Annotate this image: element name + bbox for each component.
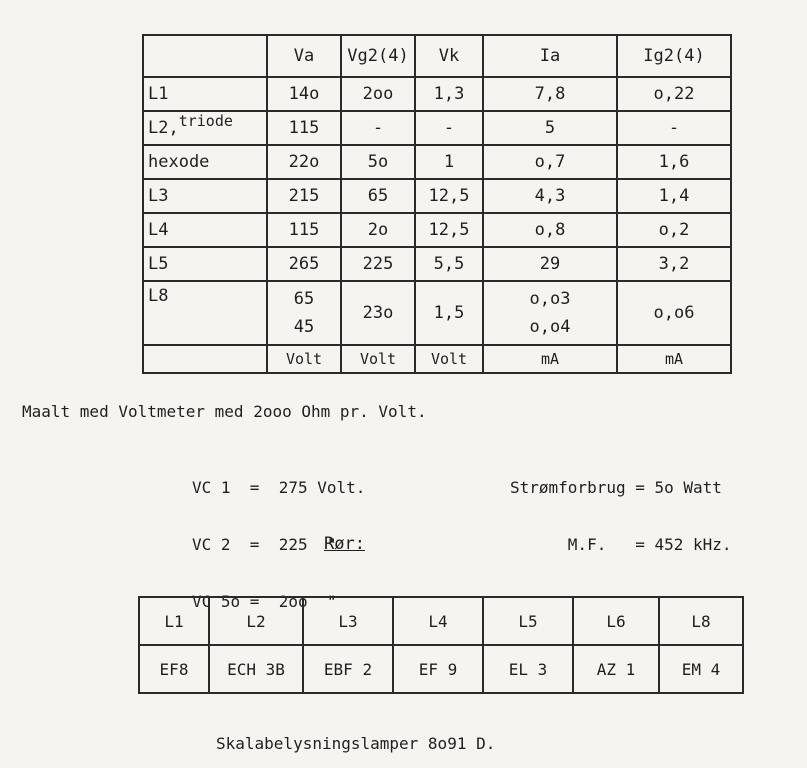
cell-vg2: 2oo [341, 77, 415, 111]
cell-ig2: 1,4 [617, 179, 731, 213]
tube-type: EBF 2 [303, 645, 393, 693]
table-row [143, 213, 731, 247]
tube-position: L1 [139, 597, 209, 645]
row-label: L4 [143, 213, 267, 247]
measurement-table [142, 34, 732, 374]
cell-ig2: o,22 [617, 77, 731, 111]
header-vk: Vk [415, 35, 483, 77]
units-row [143, 345, 731, 373]
cell-ia: o,8 [483, 213, 617, 247]
cell-vg2: 2o [341, 213, 415, 247]
cell-ig2: o,o6 [617, 281, 731, 345]
row-label: L1 [143, 77, 267, 111]
row-label-main: L2, [148, 118, 179, 138]
measurement-note: Maalt med Voltmeter med 2ooo Ohm pr. Volt. [22, 402, 427, 421]
cell-ia: 5 [483, 111, 617, 145]
row-label: hexode [143, 145, 267, 179]
cell-ig2: 1,6 [617, 145, 731, 179]
tube-type: EF8 [139, 645, 209, 693]
if-frequency: M.F. = 452 kHz. [510, 535, 732, 554]
header-va: Va [267, 35, 341, 77]
unit-cell: Volt [341, 345, 415, 373]
table-row [143, 281, 731, 345]
table-row [143, 247, 731, 281]
cell-va-line: 65 [293, 289, 315, 309]
row-label: L3 [143, 179, 267, 213]
table-row [143, 111, 731, 145]
cell-vk: 1,5 [415, 281, 483, 345]
cell-vk: 1,3 [415, 77, 483, 111]
cell-va [267, 281, 341, 345]
unit-cell: Volt [415, 345, 483, 373]
cell-vg2: 65 [341, 179, 415, 213]
cell-ig2: o,2 [617, 213, 731, 247]
tube-position: L8 [659, 597, 743, 645]
unit-cell [143, 345, 267, 373]
cell-vk: 12,5 [415, 179, 483, 213]
vc-line: VC 5o = 2oo " [192, 592, 337, 611]
cell-ia: 29 [483, 247, 617, 281]
cell-vg2: 23o [341, 281, 415, 345]
vc-line: VC 2 = 225 " [192, 535, 337, 554]
tube-table [138, 596, 744, 694]
table-row [143, 77, 731, 111]
unit-cell: Volt [267, 345, 341, 373]
tube-position: L6 [573, 597, 659, 645]
cell-vk: 5,5 [415, 247, 483, 281]
unit-cell: mA [483, 345, 617, 373]
cell-ia: o,7 [483, 145, 617, 179]
row-label [143, 111, 267, 145]
tube-type: EF 9 [393, 645, 483, 693]
cell-vg2: 225 [341, 247, 415, 281]
tube-type-row [139, 645, 743, 693]
tube-position: L5 [483, 597, 573, 645]
tube-position: L4 [393, 597, 483, 645]
cell-ia: 7,8 [483, 77, 617, 111]
cell-vk: 12,5 [415, 213, 483, 247]
cell-vk: - [415, 111, 483, 145]
cell-ia-line: o,o4 [529, 317, 571, 337]
tube-position: L3 [303, 597, 393, 645]
cell-vg2: - [341, 111, 415, 145]
dial-lamps-note: Skalabelysningslamper 8o91 D. [216, 734, 496, 753]
header-ig2: Ig2(4) [617, 35, 731, 77]
cell-va: 215 [267, 179, 341, 213]
cell-va: 115 [267, 111, 341, 145]
cell-va: 22o [267, 145, 341, 179]
row-label: L8 [143, 281, 267, 345]
row-label-sub: triode [178, 112, 233, 130]
tube-type: ECH 3B [209, 645, 303, 693]
header-cell [143, 35, 267, 77]
cell-va-line: 45 [293, 317, 315, 337]
table-row [143, 179, 731, 213]
cell-ig2: 3,2 [617, 247, 731, 281]
power-block [510, 440, 732, 592]
cell-vg2: 5o [341, 145, 415, 179]
power-consumption: Strømforbrug = 5o Watt [510, 478, 722, 497]
cell-va: 265 [267, 247, 341, 281]
cell-ia-line: o,o3 [529, 289, 571, 309]
cell-vk: 1 [415, 145, 483, 179]
table-row [143, 145, 731, 179]
tube-type: EL 3 [483, 645, 573, 693]
cell-va: 14o [267, 77, 341, 111]
tube-type: AZ 1 [573, 645, 659, 693]
tubes-heading: Rør: [324, 534, 365, 554]
table-header-row [143, 35, 731, 77]
vc-line: VC 1 = 275 Volt. [192, 478, 366, 497]
cell-ia [483, 281, 617, 345]
unit-cell: mA [617, 345, 731, 373]
header-vg2: Vg2(4) [341, 35, 415, 77]
cell-ig2: - [617, 111, 731, 145]
header-ia: Ia [483, 35, 617, 77]
cell-va: 115 [267, 213, 341, 247]
cell-ia: 4,3 [483, 179, 617, 213]
tube-position-row [139, 597, 743, 645]
row-label: L5 [143, 247, 267, 281]
tube-type: EM 4 [659, 645, 743, 693]
tube-position: L2 [209, 597, 303, 645]
